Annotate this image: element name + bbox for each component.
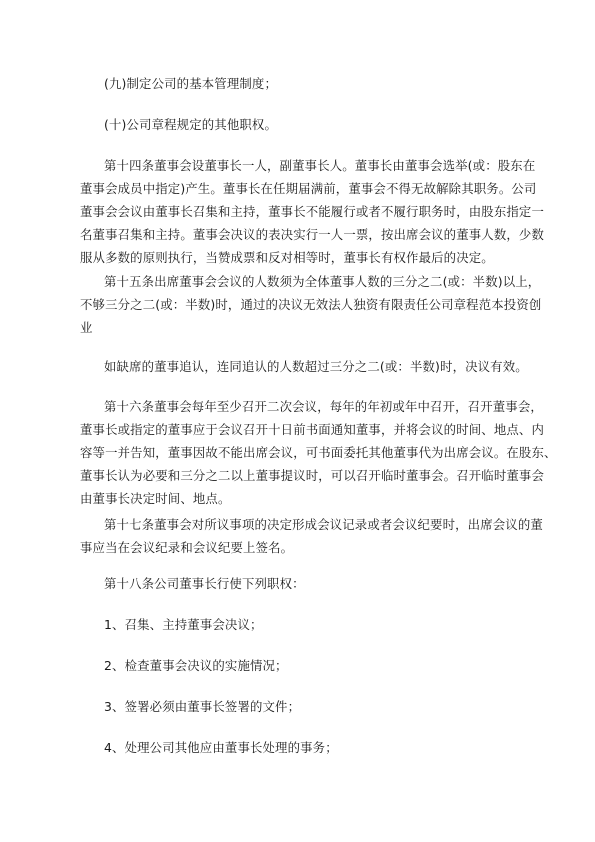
text-line: 董事长认为必要和三分之二以上董事提议时，可以召开临时董事会。召开临时董事会	[80, 468, 545, 483]
text-line: 容等一并告知，董事因故不能出席会议，可书面委托其他董事代为出席会议。在股东、	[80, 445, 557, 460]
list-item	[80, 654, 520, 677]
list-item	[80, 695, 520, 718]
text-line: 1、召集、主持董事会决议；	[104, 617, 263, 632]
text-line: 4、处理公司其他应由董事长处理的事务；	[104, 740, 338, 755]
clause-9-paragraph	[80, 72, 520, 95]
text-line: 由董事长决定时间、地点。	[80, 491, 231, 506]
article-17-paragraph	[80, 513, 543, 559]
text-line: 不够三分之二(或：半数)时，通过的决议无效法人独资有限责任公司章程范本投资创	[80, 297, 542, 312]
ratification-paragraph	[80, 355, 528, 378]
text-line: 3、签署必须由董事长签署的文件；	[104, 699, 301, 714]
text-line: 董事长或指定的董事应于会议召开十日前书面通知董事，并将会议的时间、地点、内	[80, 422, 545, 437]
text-line: (十)公司章程规定的其他职权。	[104, 117, 277, 132]
text-line: (九)制定公司的基本管理制度；	[104, 76, 277, 91]
text-line: 第十八条公司董事长行使下列职权：	[104, 576, 305, 591]
article-18-paragraph	[80, 572, 520, 595]
clause-10-paragraph	[80, 113, 520, 136]
article-16-paragraph	[80, 395, 557, 510]
article-15-paragraph	[80, 270, 542, 339]
article-14-paragraph	[80, 154, 545, 269]
text-line: 第十五条出席董事会会议的人数须为全体董事人数的三分之二(或：半数)以上，	[104, 274, 541, 289]
text-line: 董事会会议由董事长召集和主持，董事长不能履行或者不履行职务时，由股东指定一	[80, 204, 545, 219]
text-line: 服从多数的原则执行，当赞成票和反对相等时，董事长有权作最后的决定。	[80, 250, 494, 265]
text-line: 第十六条董事会每年至少召开二次会议，每年的年初或年中召开，召开董事会，	[104, 399, 543, 414]
list-item	[80, 736, 520, 759]
text-line: 第十四条董事会设董事长一人，副董事长人。董事长由董事会选举(或：股东在	[104, 158, 536, 173]
text-line: 业	[80, 320, 93, 335]
text-line: 名董事召集和主持。董事会决议的表决实行一人一票，按出席会议的董事人数，少数	[80, 227, 545, 242]
text-line: 2、检查董事会决议的实施情况；	[104, 658, 288, 673]
text-line: 董事会成员中指定)产生。董事长在任期届满前，董事会不得无故解除其职务。公司	[80, 181, 537, 196]
text-line: 事应当在会议纪录和会议纪要上签名。	[80, 540, 294, 555]
text-line: 第十七条董事会对所议事项的决定形成会议记录或者会议纪要时，出席会议的董	[104, 517, 543, 532]
text-line: 如缺席的董事追认，连同追认的人数超过三分之二(或：半数)时，决议有效。	[104, 359, 528, 374]
list-item	[80, 613, 520, 636]
